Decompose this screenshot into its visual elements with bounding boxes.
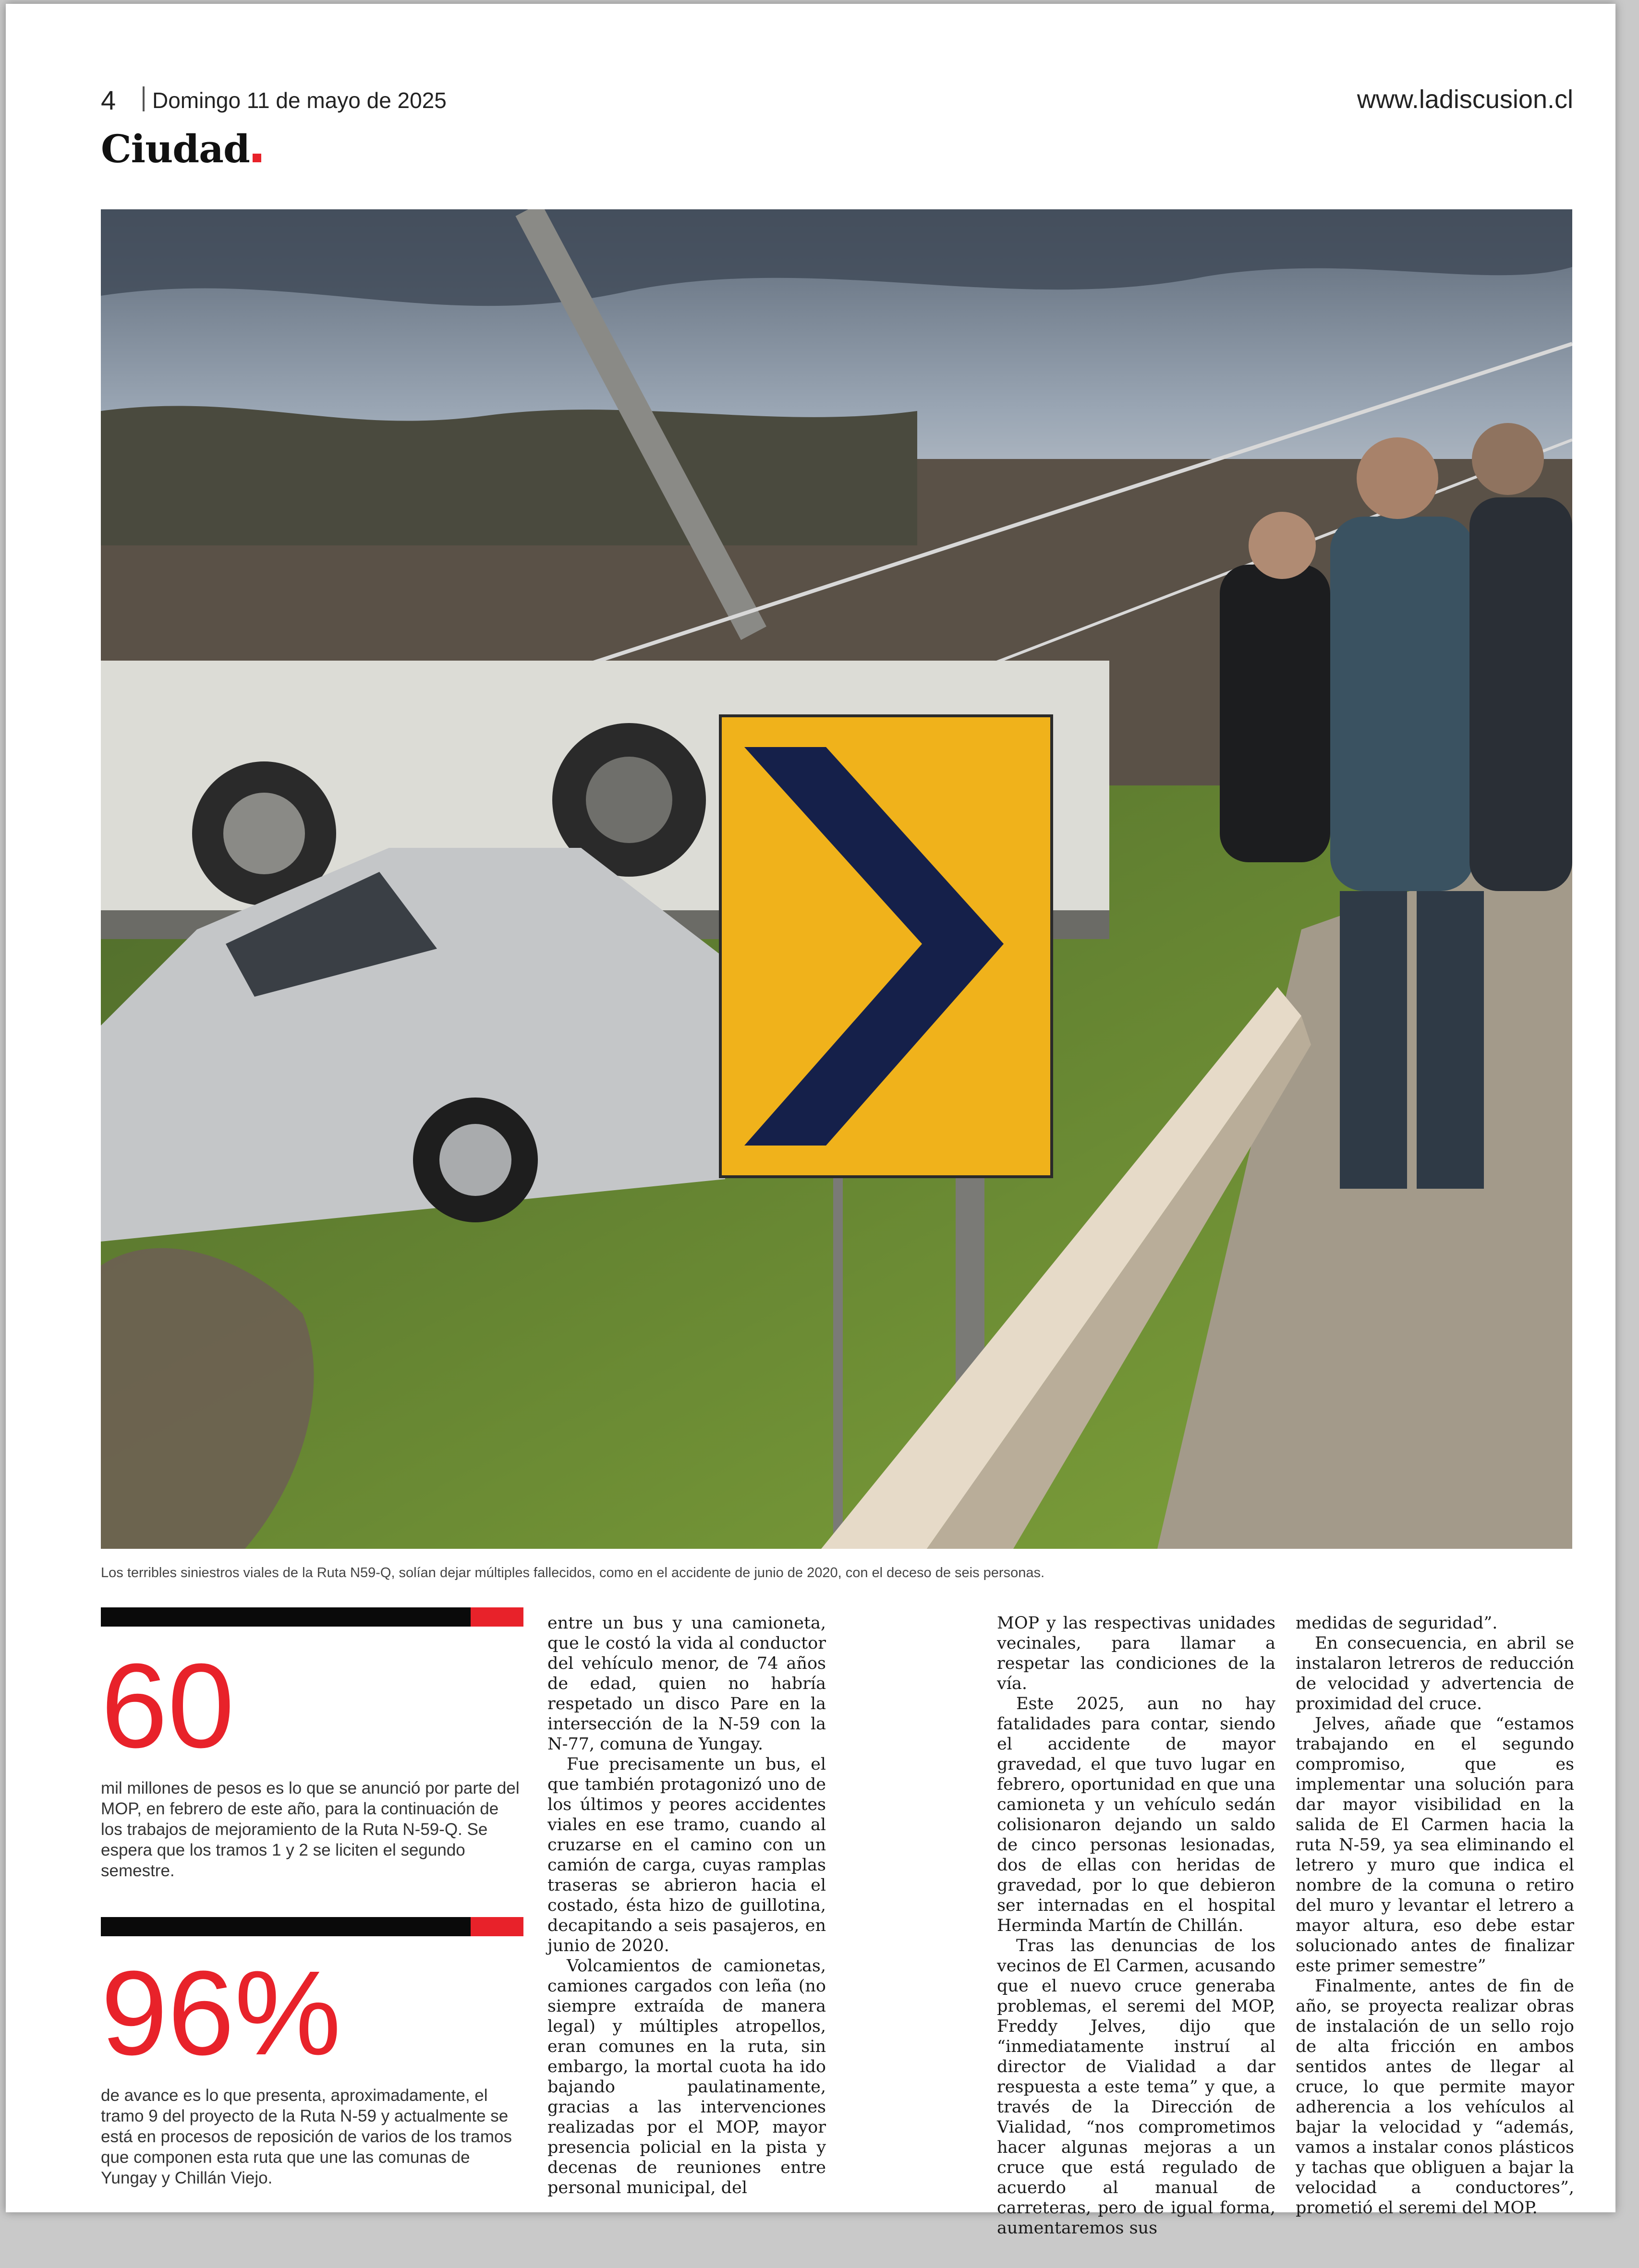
stat-bar	[101, 1607, 523, 1627]
stat-description: mil millones de pesos es lo que se anunció por parte del MOP, en febrero de este año, para la continuación de los trabajos de mejoramiento de la Ruta N-59-Q. Se espera que los tramos 1 y 2 se liciten el segundo semestre.	[101, 1779, 520, 1880]
article-paragraph: Tras las denuncias de los vecinos de El Carmen, acusando que el nuevo cruce generaba problemas, el seremi del MOP, Freddy Jelves, dijo que “inmediatamente instruí al director de Vialidad a dar respuesta a este tema” y que, a través de la Dirección de Vialidad, “nos comprometimos hacer algunas mejoras a un cruce que está regulado de acuerdo al manual de carreteras, pero de igual forma, aumentaremos sus	[997, 1936, 1275, 2238]
publication-date: Domingo 11 de mayo de 2025	[152, 88, 447, 113]
stat-value: 60	[101, 1639, 235, 1773]
stat-description: de avance es lo que presenta, aproximadamente, el tramo 9 del proyecto de la Ruta N-59 y actualmente se está en procesos de reposición de varios de los tramos que componen esta ruta que une las comunas de Yungay y Chillán Viejo.	[101, 2086, 512, 2187]
section-title: Ciudad	[101, 126, 261, 171]
article-paragraph: Jelves, añade que “estamos trabajando en el segundo compromiso, que es implementar una solución para dar mayor visibilidad en la salida de El Carmen hacia la ruta N-59, ya sea eliminando el letrero y muro que indica el nombre de la comuna o retiro del muro y levantar el letrero a mayor altura, eso debe estar solucionado antes de finalizar este primer semestre”	[1296, 1714, 1574, 1976]
header-divider	[143, 86, 145, 111]
page-number: 4	[101, 85, 116, 115]
article-paragraph: Volcamientos de camionetas, camiones cargados con leña (no siempre extraída de manera legal) y múltiples atropellos, eran comunes en la ruta, sin embargo, la mortal cuota ha ido bajando paulatinamente, gracias a las intervenciones realizadas por el MOP, mayor presencia policial en la pista y decenas de reuniones entre personal municipal, del	[547, 1956, 826, 2197]
stat-value: 96%	[101, 1946, 341, 2080]
article-paragraph: Finalmente, antes de fin de año, se proyecta realizar obras de instalación de un sello rojo de alta fricción en ambos sentidos antes de llegar al cruce, lo que permite mayor adherencia a los vehículos al bajar la velocidad y “además, vamos a instalar conos plásticos y tachas que obliguen a bajar la velocidad a conductores”, prometió el seremi del MOP.	[1296, 1977, 1574, 2218]
article-paragraph: Este 2025, aun no hay fatalidades para contar, siendo el accidente de mayor gravedad, el que tuvo lugar en febrero, oportunidad en que una camioneta y un vehículo sedán colisionaron dejando un saldo de cinco personas lesionadas, dos de ellas con heridas de gravedad, por lo que debieron ser internadas en el hospital Herminda Martín de Chillán.	[997, 1694, 1275, 1935]
newspaper-page	[6, 4, 1615, 2238]
article-paragraph: En consecuencia, en abril se instalaron letreros de reducción de velocidad y advertencia de proximidad del cruce.	[1296, 1634, 1574, 1713]
website-url[interactable]: www.ladiscusion.cl	[1357, 85, 1573, 114]
article-paragraph: medidas de seguridad”.	[1296, 1614, 1498, 1633]
article-paragraph: entre un bus y una camioneta, que le costó la vida al conductor del vehículo menor, de 74 años de edad, quien no habría respetado un disco Pare en la intersección de la N-59 con la N-77, comuna de Yungay.	[547, 1614, 826, 1754]
accident-photo	[101, 209, 1572, 1549]
article-column	[997, 1613, 1275, 2238]
article-paragraph: Fue precisamente un bus, el que también protagonizó uno de los últimos y peores accidentes viales en ese tramo, cuando al cruzarse en el camino con un camión de carga, cuyas ramplas traseras se abrieron hacia el costado, ésta hizo de guillotina, decapitando a seis pasajeros, en junio de 2020.	[547, 1755, 826, 1955]
article-paragraph: MOP y las respectivas unidades vecinales, para llamar a respetar las condiciones de la vía.	[997, 1614, 1275, 1693]
photo-caption: Los terribles siniestros viales de la Ruta N59-Q, solían dejar múltiples fallecidos, como en el accidente de junio de 2020, con el deceso de seis personas.	[101, 1565, 1045, 1580]
article-column	[547, 1613, 826, 2198]
article-column	[1296, 1613, 1574, 2218]
section-dot-icon	[253, 154, 261, 162]
stat-bar	[101, 1917, 523, 1936]
